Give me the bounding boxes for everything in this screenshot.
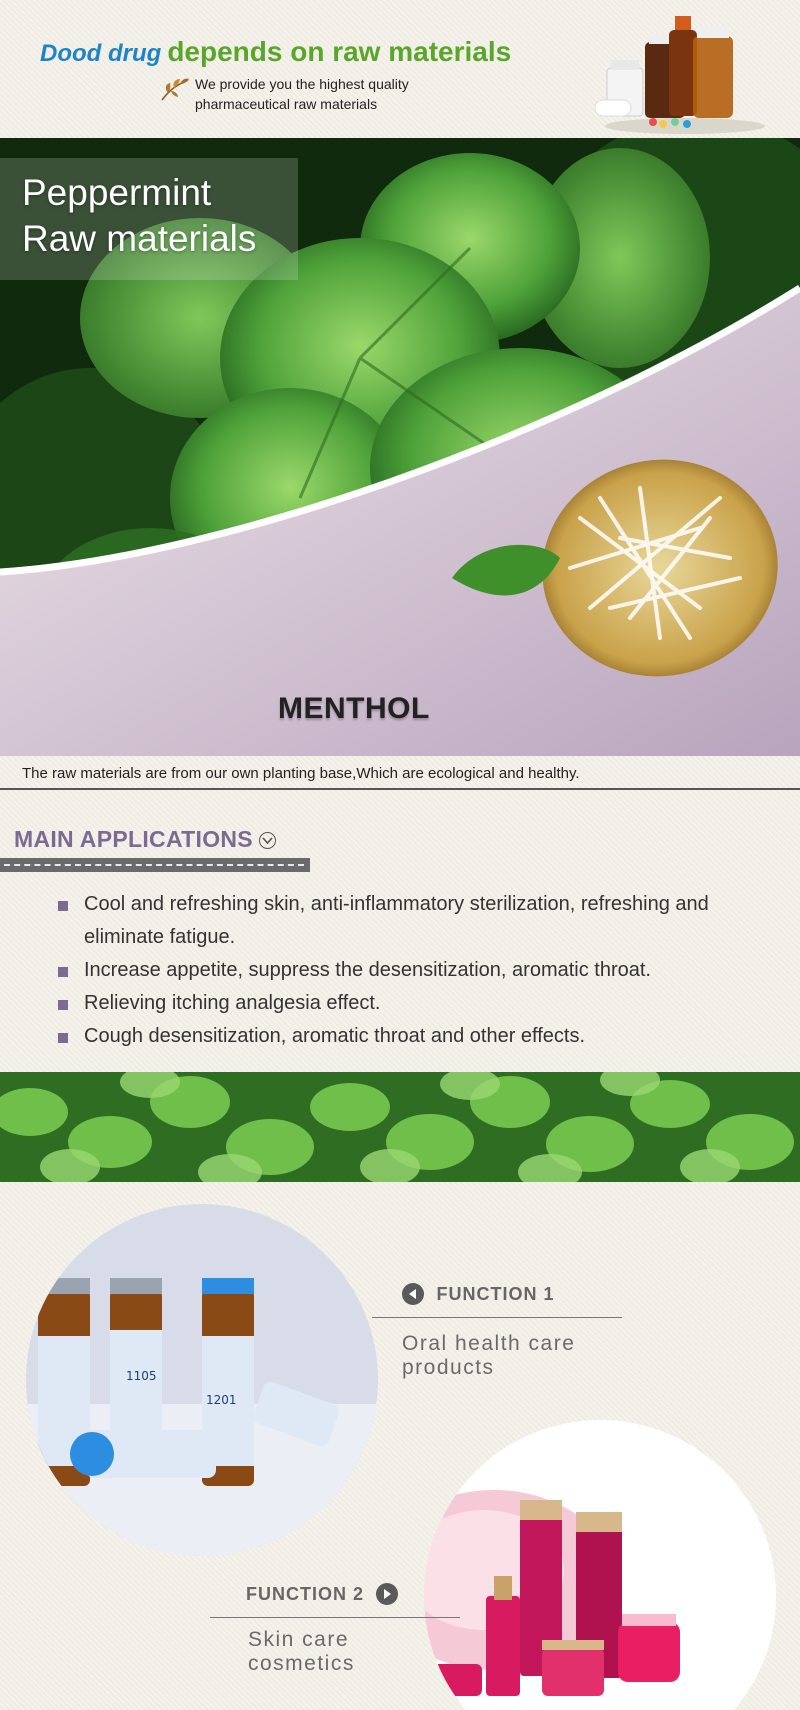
cosmetics-image xyxy=(424,1420,776,1710)
list-item: Cool and refreshing skin, anti-inflammatory sterilization, refreshing and eliminate fatigue. xyxy=(58,888,778,954)
function-2-label: FUNCTION 2 xyxy=(246,1584,364,1604)
arrow-left-circle-icon xyxy=(402,1283,424,1305)
list-item: Increase appetite, suppress the desensitization, aromatic throat. xyxy=(58,954,778,987)
function-2 xyxy=(246,1584,398,1607)
tagline-line-1: We provide you the highest quality xyxy=(195,76,409,92)
hero-title-box xyxy=(0,158,298,280)
oral-vials-image xyxy=(26,1204,378,1556)
arrow-right-circle-icon xyxy=(376,1583,398,1605)
hero-section xyxy=(0,138,800,756)
brand-slogan: depends on raw materials xyxy=(167,36,512,67)
brand-name: Dood drug xyxy=(40,40,162,67)
function-2-desc-line-2: cosmetics xyxy=(248,1652,355,1675)
function-1 xyxy=(402,1284,554,1307)
function-1-divider xyxy=(372,1317,622,1318)
svg-text:1105: 1105 xyxy=(126,1369,157,1383)
function-1-description xyxy=(402,1332,575,1380)
function-2-divider xyxy=(210,1617,460,1618)
applications-title: MAIN APPLICATIONS xyxy=(14,826,253,852)
applications-heading xyxy=(14,826,276,853)
applications-list xyxy=(58,888,778,1053)
caption-bar xyxy=(0,756,800,790)
header-banner xyxy=(0,0,800,138)
caption-text: The raw materials are from our own planting base,Which are ecological and healthy. xyxy=(22,765,580,782)
function-2-desc-line-1: Skin care xyxy=(248,1628,350,1651)
function-1-label: FUNCTION 1 xyxy=(436,1284,555,1304)
svg-text:1201: 1201 xyxy=(206,1393,237,1407)
function-1-desc-line-1: Oral health care xyxy=(402,1332,576,1355)
list-item: Cough desensitization, aromatic throat and other effects. xyxy=(58,1020,778,1053)
mint-leaves-banner xyxy=(0,1072,800,1182)
applications-divider xyxy=(0,858,310,872)
tagline-line-2: pharmaceutical raw materials xyxy=(195,96,378,112)
brand-heading xyxy=(40,36,511,68)
tagline xyxy=(195,74,409,114)
hero-title-line-2: Raw materials xyxy=(22,218,257,259)
leaf-ornament-icon xyxy=(158,74,192,102)
function-2-description xyxy=(248,1628,355,1676)
product-label: MENTHOL xyxy=(278,692,430,725)
hero-title-line-1: Peppermint xyxy=(22,172,212,213)
list-item: Relieving itching analgesia effect. xyxy=(58,987,778,1020)
function-1-desc-line-2: products xyxy=(402,1356,495,1379)
chevron-down-circle-icon xyxy=(259,832,276,849)
medicine-bottles-image xyxy=(595,8,775,136)
